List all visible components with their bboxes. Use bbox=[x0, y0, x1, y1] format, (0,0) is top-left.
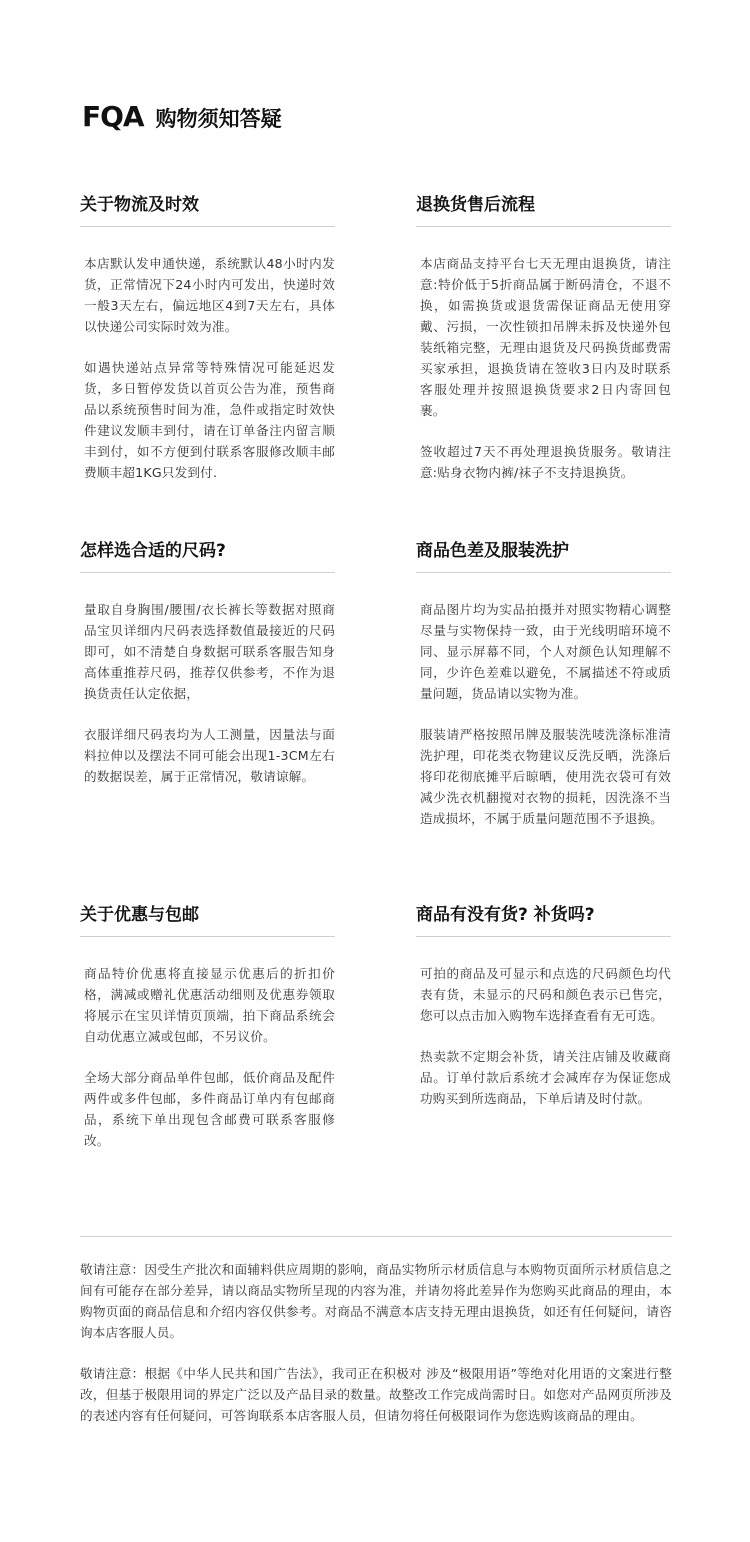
notice-block bbox=[80, 1236, 672, 1446]
section-paragraph: 热卖款不定期会补货，请关注店铺及收藏商品。订单付款后系统才会减库存为保证您成功购买到所选商品，下单后请及时付款。 bbox=[420, 1049, 671, 1106]
section-paragraph: 签收超过7天不再处理退换货服务。敬请注意:贴身衣物内裤/袜子不支持退换货。 bbox=[420, 444, 671, 480]
section-paragraph: 商品图片均为实品拍摄并对照实物精心调整尽量与实物保持一致，由于光线明暗环境不同、显示屏幕不同，个人对颜色认知理解不同，少许色差难以避免，不属描述不符或质量问题，货品请以实物为准。 bbox=[420, 602, 671, 701]
page-title bbox=[82, 100, 282, 133]
section-paragraph: 商品特价优惠将直接显示优惠后的折扣价格，满减或赠礼优惠活动细则及优惠券领取将展示在宝贝详情页顶端，拍下商品系统会自动优惠立减或包邮，不另议价。 bbox=[84, 966, 335, 1044]
section-stock bbox=[416, 900, 671, 1129]
section-paragraph: 全场大部分商品单件包邮，低价商品及配件两件或多件包邮，多件商品订单内有包邮商品，系统下单出现包含邮费可联系客服修改。 bbox=[84, 1070, 335, 1148]
section-returns bbox=[416, 190, 671, 503]
section-heading: 商品色差及服装洗护 bbox=[416, 536, 671, 573]
page-title-text: 购物须知答疑 bbox=[155, 107, 282, 131]
fqa-logo: FQA bbox=[82, 100, 144, 133]
section-logistics bbox=[80, 190, 335, 503]
section-discounts bbox=[80, 900, 335, 1171]
section-paragraph: 可拍的商品及可显示和点选的尺码颜色均代表有货，未显示的尺码和颜色表示已售完，您可以点击加入购物车选择查看有无可选。 bbox=[420, 966, 671, 1023]
section-paragraph: 服装请严格按照吊牌及服装洗唛洗涤标准清洗护理，印花类衣物建议反洗反晒，洗涤后将印花彻底摊平后晾晒，使用洗衣袋可有效减少洗衣机翻搅对衣物的损耗，因洗涤不当造成损坏，不属于质量问题范围不予退换。 bbox=[420, 727, 671, 826]
notice-paragraph: 敬请注意：因受生产批次和面辅料供应周期的影响，商品实物所示材质信息与本购物页面所示材质信息之间有可能存在部分差异，请以商品实物所呈现的内容为准，并请勿将此差异作为您购买此商品的理由，本购物页面的商品信息和介绍内容仅供参考。对商品不满意本店支持无理由退换货，如还有任何疑问，请咨询本店客服人员。 bbox=[80, 1262, 672, 1340]
section-color-care bbox=[416, 536, 671, 849]
section-sizing bbox=[80, 536, 335, 807]
section-heading: 怎样选合适的尺码? bbox=[80, 536, 335, 573]
section-paragraph: 衣服详细尺码表均为人工测量，因量法与面料拉伸以及摆法不同可能会出现1-3CM左右的数据误差，属于正常情况，敬请谅解。 bbox=[84, 727, 335, 784]
section-paragraph: 量取自身胸围/腰围/衣长裤长等数据对照商品宝贝详细内尺码表选择数值最接近的尺码即可，如不清楚自身数据可联系客服告知身高体重推荐尺码，推荐仅供参考，不作为退换货责任认定依据， bbox=[84, 602, 335, 701]
section-paragraph: 本店默认发申通快递，系统默认48小时内发货，正常情况下24小时内可发出，快递时效一般3天左右，偏远地区4到7天左右，具体以快递公司实际时效为准。 bbox=[84, 256, 335, 334]
section-heading: 退换货售后流程 bbox=[416, 190, 671, 227]
section-paragraph: 如遇快递站点异常等特殊情况可能延迟发货，多日暂停发货以首页公告为准，预售商品以系统预售时间为准，急件或指定时效快件建议发顺丰到付，请在订单备注内留言顺丰到付，如不方便到付联系客服修改顺丰邮费顺丰超1KG只发到付. bbox=[84, 360, 335, 480]
notice-paragraph: 敬请注意：根据《中华人民共和国广告法》，我司正在积极对 涉及“极限用语”等绝对化用语的文案进行整改，但基于极限用词的界定广泛以及产品目录的数量。故整改工作完成尚需时日。如您对产品网页所涉及的表述内容有任何疑问，可答询联系本店客服人员，但请勿将任何极限词作为您选购该商品的理由。 bbox=[80, 1366, 672, 1423]
section-paragraph: 本店商品支持平台七天无理由退换货，请注意:特价低于5折商品属于断码清仓，不退不换，如需换货或退货需保证商品无使用穿戴、污损，一次性锁扣吊牌未拆及快递外包装纸箱完整，无理由退货及尺码换货邮费需买家承担，退换货请在签收3日内及时联系客服处理并按照退换货要求2日内寄回包裹。 bbox=[420, 256, 671, 418]
section-heading: 关于物流及时效 bbox=[80, 190, 335, 227]
section-heading: 商品有没有货? 补货吗? bbox=[416, 900, 671, 937]
section-heading: 关于优惠与包邮 bbox=[80, 900, 335, 937]
